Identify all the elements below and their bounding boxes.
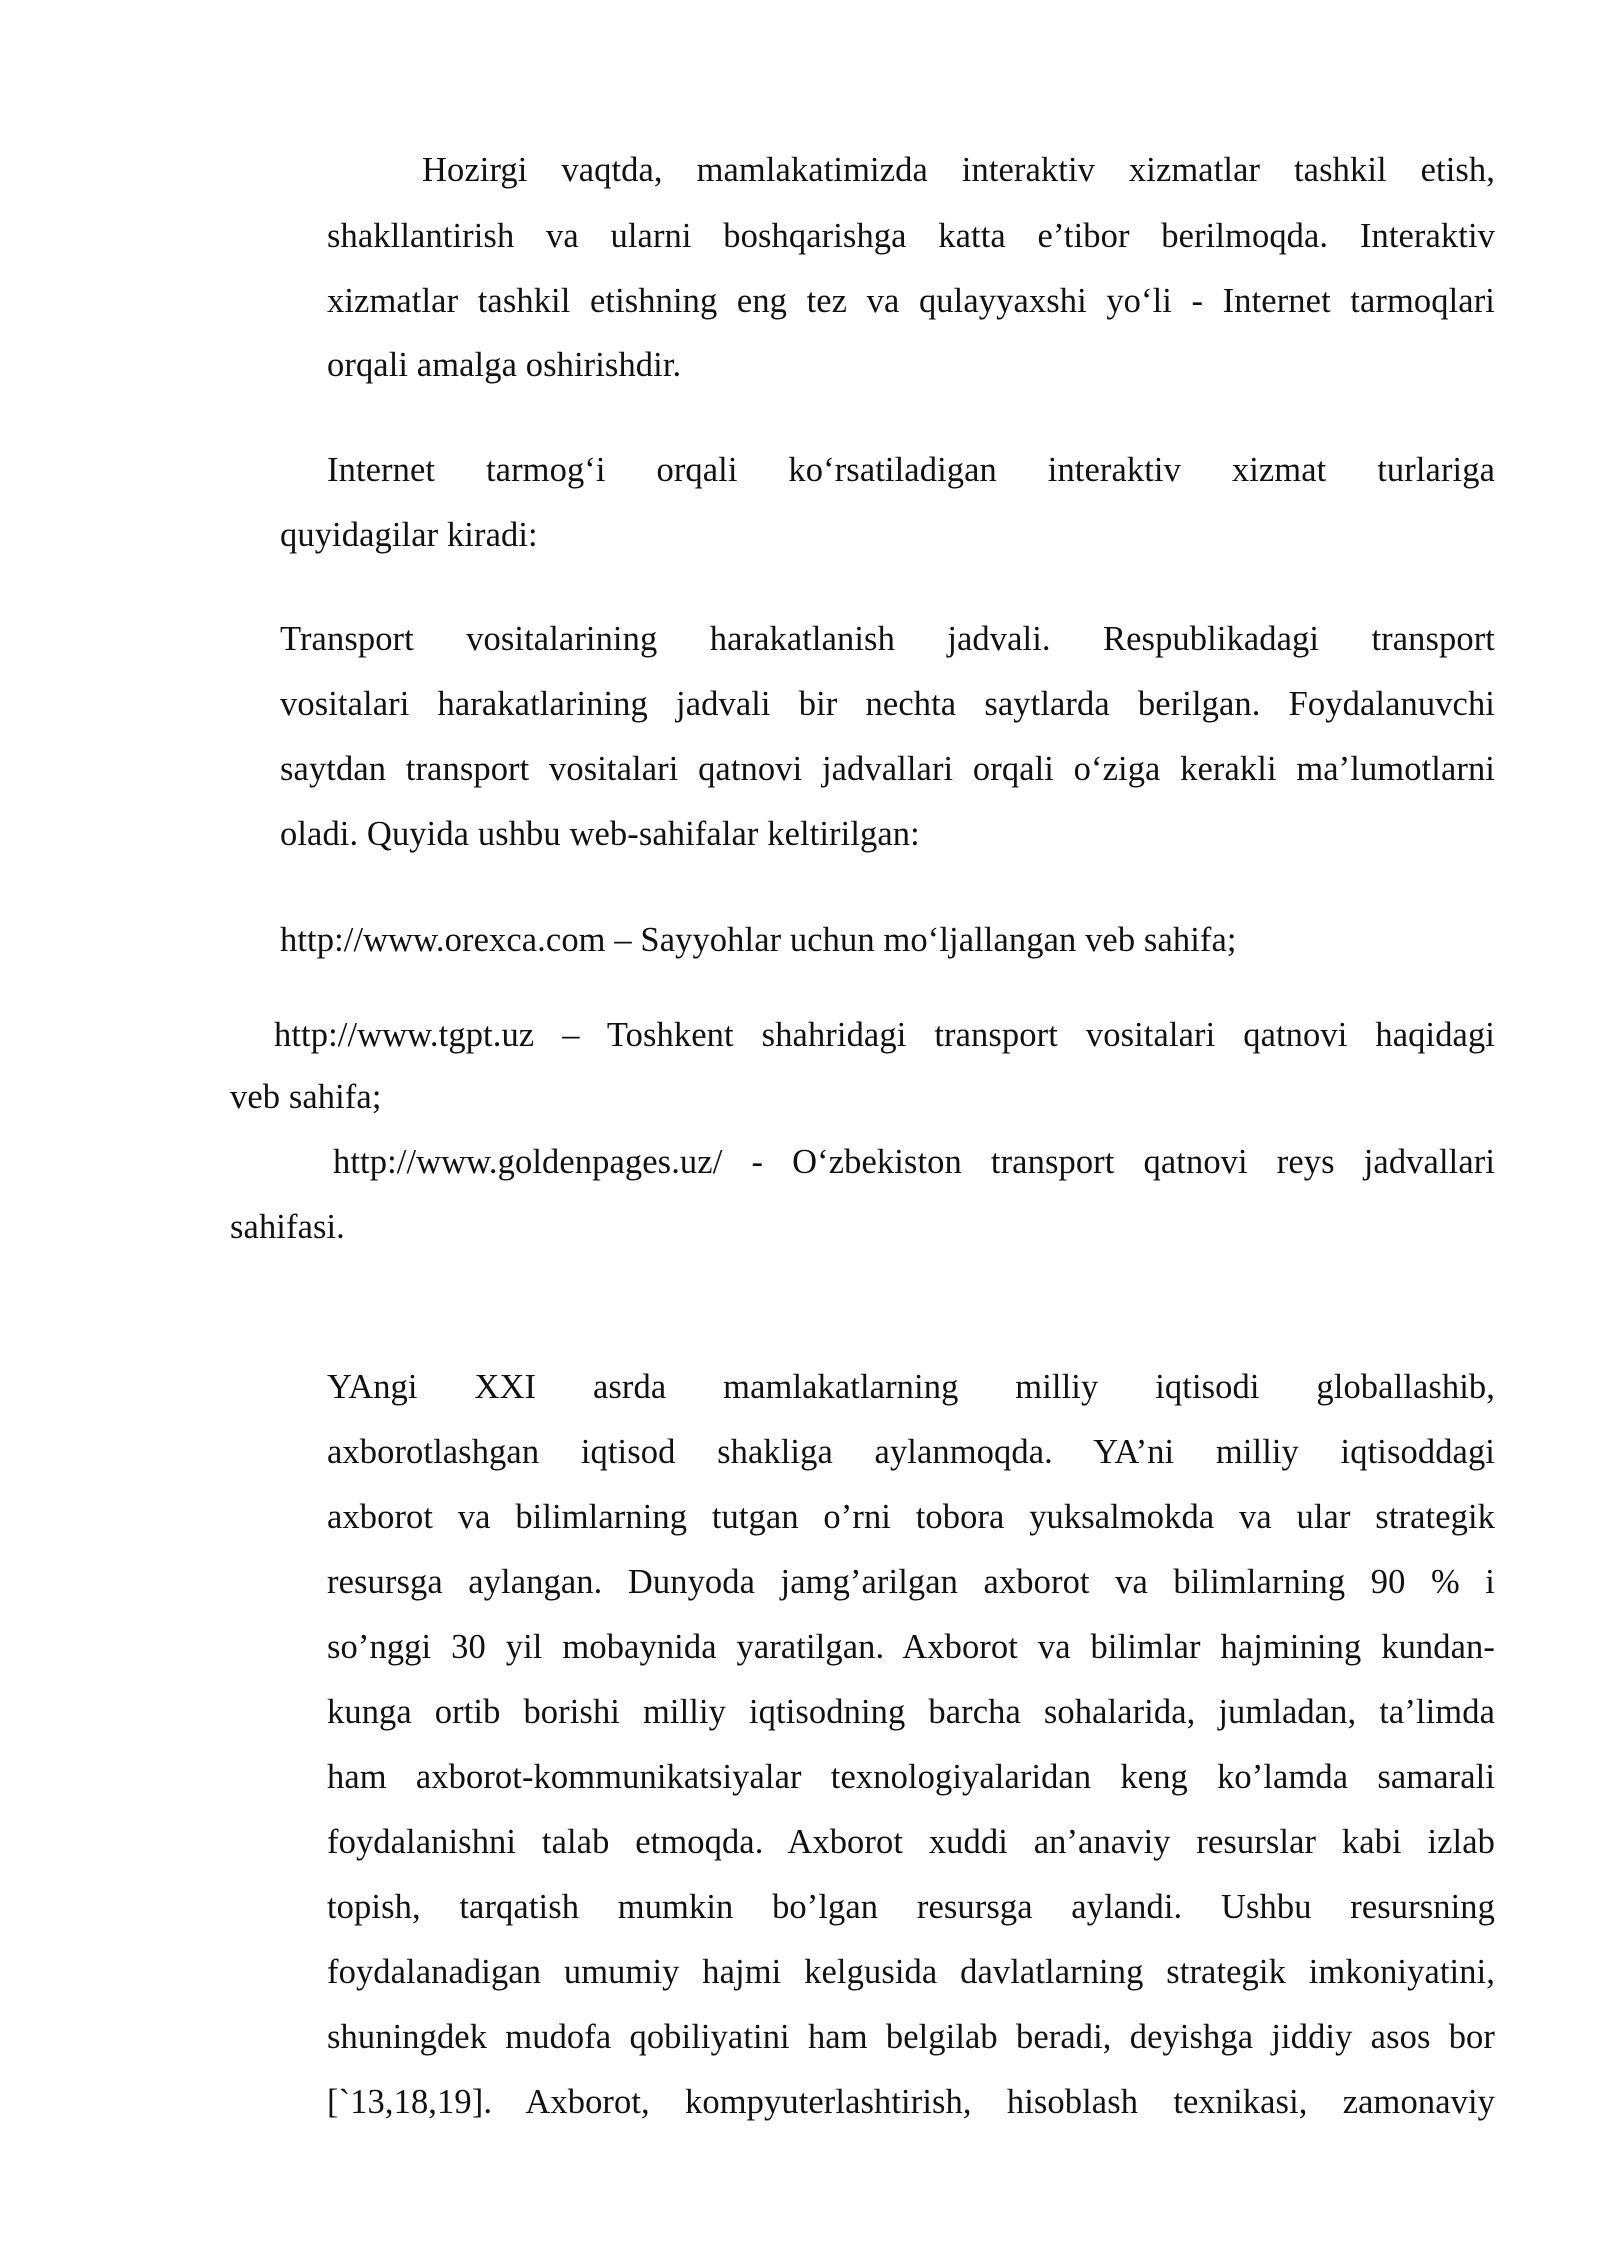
paragraph-6-line-1: http://www.goldenpages.uz/ - O‘zbekiston transport qatnovi reys jadvallari [333,1143,1495,1181]
paragraph-3-line-1: Transport vositalarining harakatlanish jadvali. Respublikadagi transport [280,620,1495,658]
paragraph-5-line-1: http://www.tgpt.uz – Toshkent shahridagi transport vositalari qatnovi haqidagi [274,1016,1495,1054]
paragraph-5-line-2: veb sahifa; [230,1078,382,1116]
paragraph-1-line-3: xizmatlar tashkil etishning eng tez va qulayyaxshi yo‘li - Internet tarmoqlari [327,282,1495,320]
paragraph-7-line-11: shuningdek mudofa qobiliyatini ham belgilab beradi, deyishga jiddiy asos bor [327,2018,1495,2056]
paragraph-3-line-3: saytdan transport vositalari qatnovi jadvallari orqali o‘ziga kerakli ma’lumotlarni [280,750,1495,788]
paragraph-2-line-1: Internet tarmog‘i orqali ko‘rsatiladigan interaktiv xizmat turlariga [327,451,1495,489]
paragraph-3-line-2: vositalari harakatlarining jadvali bir nechta saytlarda berilgan. Foydalanuvchi [280,685,1495,723]
paragraph-7-line-9: topish, tarqatish mumkin bo’lgan resursga aylandi. Ushbu resursning [327,1888,1495,1926]
paragraph-7-line-1: YAngi XXI asrda mamlakatlarning milliy iqtisodi globallashib, [327,1368,1495,1406]
paragraph-7-line-5: so’nggi 30 yil mobaynida yaratilgan. Axborot va bilimlar hajmining kundan- [327,1628,1495,1666]
paragraph-7-line-7: ham axborot-kommunikatsiyalar texnologiyalaridan keng ko’lamda samarali [327,1758,1495,1796]
paragraph-1-line-4: orqali amalga oshirishdir. [327,346,682,384]
paragraph-7-line-2: axborotlashgan iqtisod shakliga aylanmoqda. YA’ni milliy iqtisoddagi [327,1433,1495,1471]
paragraph-7-line-12: [`13,18,19]. Axborot, kompyuterlashtirish, hisoblash texnikasi, zamonaviy [327,2083,1495,2121]
paragraph-3-line-4: oladi. Quyida ushbu web-sahifalar keltirilgan: [280,815,920,853]
paragraph-6-line-2: sahifasi. [230,1208,345,1246]
paragraph-1-line-1: Hozirgi vaqtda, mamlakatimizda interaktiv xizmatlar tashkil etish, [422,151,1495,189]
paragraph-1-line-2: shakllantirish va ularni boshqarishga katta e’tibor berilmoqda. Interaktiv [327,217,1495,255]
paragraph-4-line-1: http://www.orexca.com – Sayyohlar uchun mo‘ljallangan veb sahifa; [280,921,1237,959]
paragraph-7-line-6: kunga ortib borishi milliy iqtisodning barcha sohalarida, jumladan, ta’limda [327,1693,1495,1731]
paragraph-7-line-10: foydalanadigan umumiy hajmi kelgusida davlatlarning strategik imkoniyatini, [327,1953,1495,1991]
paragraph-7-line-8: foydalanishni talab etmoqda. Axborot xuddi an’anaviy resurslar kabi izlab [327,1823,1495,1861]
paragraph-7-line-3: axborot va bilimlarning tutgan o’rni tobora yuksalmokda va ular strategik [327,1498,1495,1536]
paragraph-7-line-4: resursga aylangan. Dunyoda jamg’arilgan axborot va bilimlarning 90 % i [327,1563,1495,1601]
paragraph-2-line-2: quyidagilar kiradi: [280,516,538,554]
